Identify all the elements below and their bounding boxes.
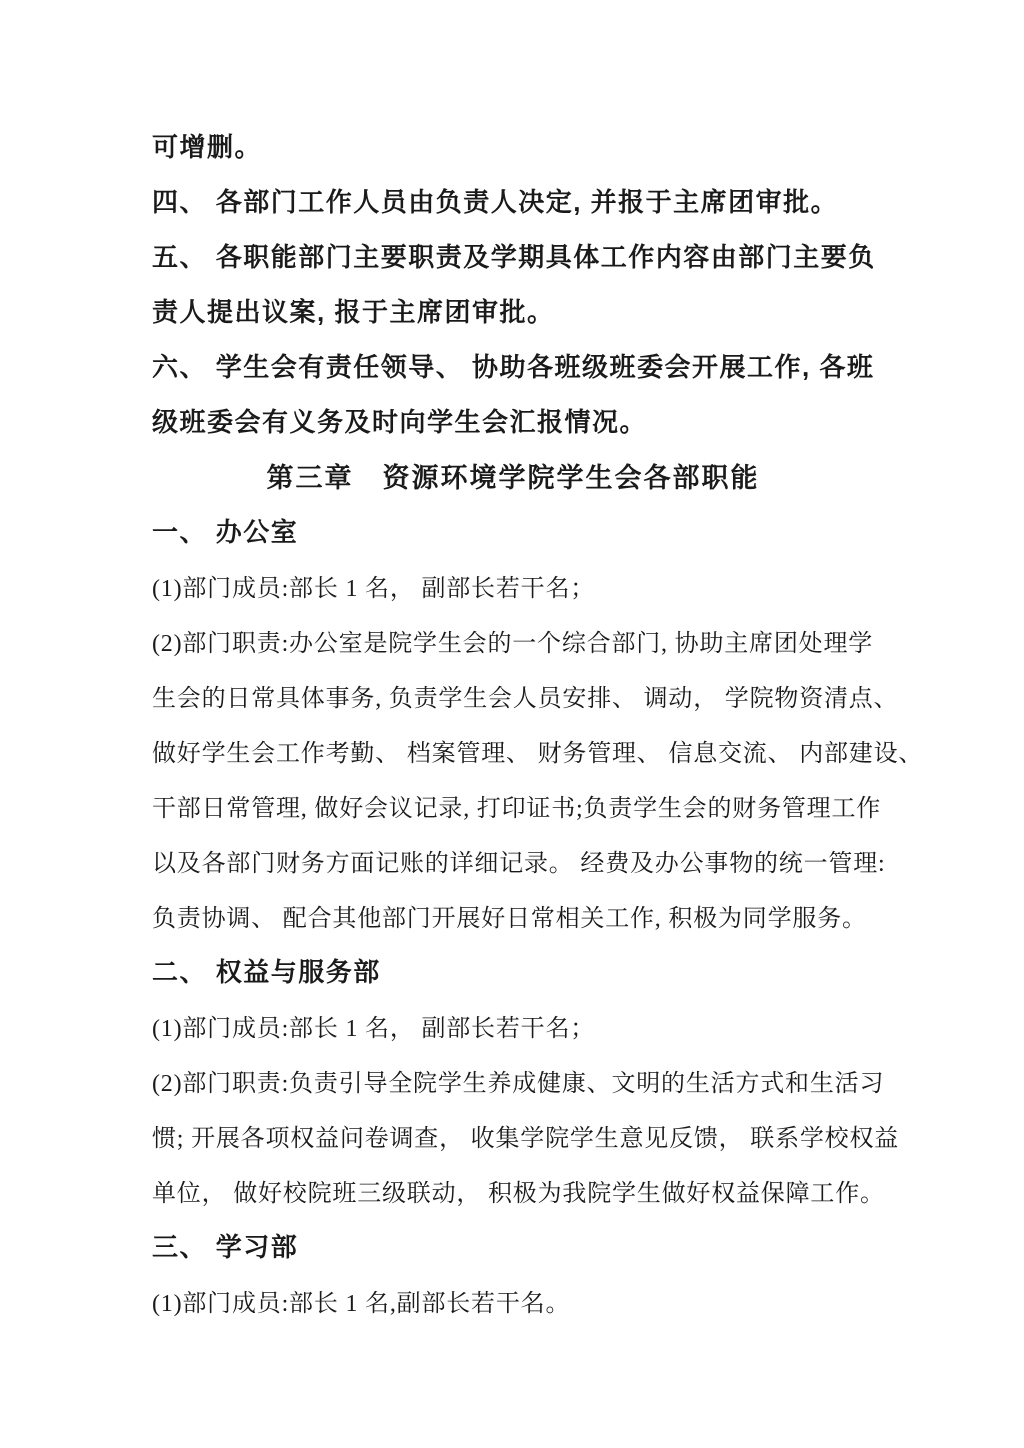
section-rights-heading: 二、 权益与服务部	[152, 957, 381, 987]
section-office-duties-line-1: (2)部门职责:办公室是院学生会的一个综合部门, 协助主席团处理学	[152, 631, 874, 657]
section-rights-duties-line-2: 惯; 开展各项权益问卷调查， 收集学院学生意见反馈， 联系学校权益	[152, 1126, 900, 1152]
section-study-members: (1)部门成员:部长 1 名,副部长若干名。	[152, 1291, 571, 1317]
section-office-heading: 一、 办公室	[152, 517, 299, 547]
section-rights-duties-line-3: 单位， 做好校院班三级联动， 积极为我院学生做好权益保障工作。	[152, 1181, 885, 1207]
section-office-members: (1)部门成员:部长 1 名， 副部长若干名；	[152, 576, 596, 602]
section-office-duties-line-6: 负责协调、 配合其他部门开展好日常相关工作, 积极为同学服务。	[152, 906, 867, 932]
item-six-line-2: 级班委会有义务及时向学生会汇报情况。	[152, 407, 648, 437]
section-office-duties-line-5: 以及各部门财务方面记账的详细记录。 经费及办公事物的统一管理:	[152, 851, 886, 877]
section-rights-members: (1)部门成员:部长 1 名， 副部长若干名；	[152, 1016, 596, 1042]
section-rights-duties-line-1: (2)部门职责:负责引导全院学生养成健康、文明的生活方式和生活习	[152, 1071, 885, 1097]
item-five-line-2: 责人提出议案, 报于主席团审批。	[152, 297, 555, 327]
section-office-duties-line-2: 生会的日常具体事务, 负责学生会人员安排、 调动， 学院物资清点、	[152, 686, 899, 712]
chapter-3-heading: 第三章 资源环境学院学生会各部职能	[266, 463, 760, 493]
item-six-line-1: 六、 学生会有责任领导、 协助各班级班委会开展工作, 各班	[152, 352, 875, 382]
section-office-duties-line-3: 做好学生会工作考勤、 档案管理、 财务管理、 信息交流、 内部建设、	[152, 741, 924, 767]
item-five-line-1: 五、 各职能部门主要职责及学期具体工作内容由部门主要负	[152, 242, 876, 272]
section-office-duties-line-4: 干部日常管理, 做好会议记录, 打印证书;负责学生会的财务管理工作	[152, 796, 882, 822]
item-four: 四、 各部门工作人员由负责人决定, 并报于主席团审批。	[152, 187, 839, 217]
paragraph-continuation: 可增删。	[152, 132, 263, 162]
section-study-heading: 三、 学习部	[152, 1232, 299, 1262]
